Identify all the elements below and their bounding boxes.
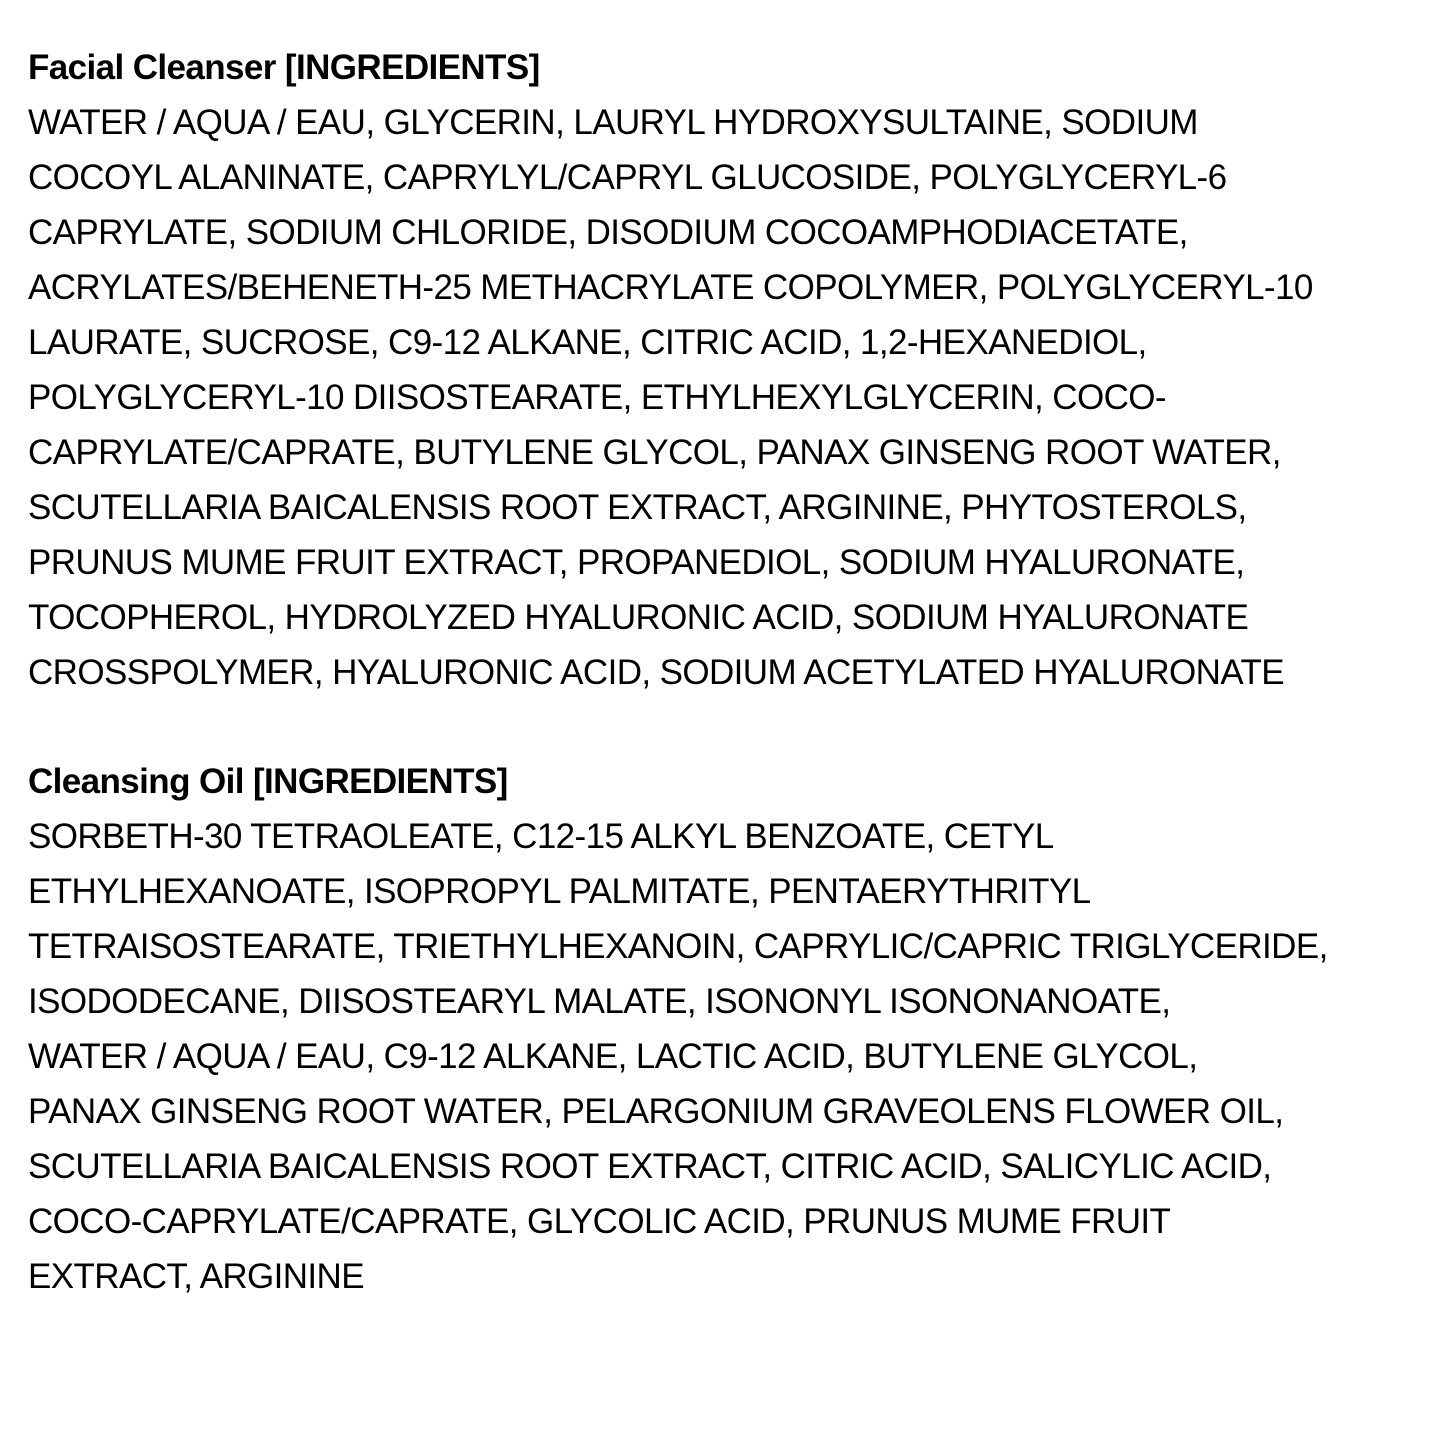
ingredient-line: CROSSPOLYMER, HYALURONIC ACID, SODIUM ACETYLATED HYALURONATE [28,653,1284,692]
ingredient-line: ETHYLHEXANOATE, ISOPROPYL PALMITATE, PENTAERYTHRITYL [28,872,1091,911]
cleansing-oil-heading: Cleansing Oil [INGREDIENTS] [28,762,508,801]
ingredient-line: COCO-CAPRYLATE/CAPRATE, GLYCOLIC ACID, PRUNUS MUME FRUIT [28,1202,1171,1241]
cleansing-oil-section [28,754,1428,1304]
ingredient-line: TETRAISOSTEARATE, TRIETHYLHEXANOIN, CAPRYLIC/CAPRIC TRIGLYCERIDE, [28,927,1328,966]
ingredient-line: ISODODECANE, DIISOSTEARYL MALATE, ISONONYL ISONONANOATE, [28,982,1171,1021]
ingredient-line: SORBETH-30 TETRAOLEATE, C12-15 ALKYL BENZOATE, CETYL [28,817,1054,856]
ingredient-line: LAURATE, SUCROSE, C9-12 ALKANE, CITRIC ACID, 1,2-HEXANEDIOL, [28,323,1147,362]
ingredient-line: SCUTELLARIA BAICALENSIS ROOT EXTRACT, CITRIC ACID, SALICYLIC ACID, [28,1147,1272,1186]
ingredient-line: TOCOPHEROL, HYDROLYZED HYALURONIC ACID, SODIUM HYALURONATE [28,598,1249,637]
ingredient-line: WATER / AQUA / EAU, GLYCERIN, LAURYL HYDROXYSULTAINE, SODIUM [28,103,1198,142]
ingredient-line: WATER / AQUA / EAU, C9-12 ALKANE, LACTIC ACID, BUTYLENE GLYCOL, [28,1037,1198,1076]
ingredient-line: CAPRYLATE, SODIUM CHLORIDE, DISODIUM COCOAMPHODIACETATE, [28,213,1188,252]
ingredient-line: ACRYLATES/BEHENETH-25 METHACRYLATE COPOLYMER, POLYGLYCERYL-10 [28,268,1313,307]
ingredient-line: SCUTELLARIA BAICALENSIS ROOT EXTRACT, ARGININE, PHYTOSTEROLS, [28,488,1247,527]
ingredient-line: COCOYL ALANINATE, CAPRYLYL/CAPRYL GLUCOSIDE, POLYGLYCERYL-6 [28,158,1227,197]
ingredient-line: EXTRACT, ARGININE [28,1257,364,1296]
ingredient-line: CAPRYLATE/CAPRATE, BUTYLENE GLYCOL, PANAX GINSENG ROOT WATER, [28,433,1281,472]
facial-cleanser-section [28,40,1428,700]
facial-cleanser-ingredients [28,95,1428,700]
ingredient-line: PRUNUS MUME FRUIT EXTRACT, PROPANEDIOL, SODIUM HYALURONATE, [28,543,1245,582]
facial-cleanser-heading: Facial Cleanser [INGREDIENTS] [28,48,540,87]
cleansing-oil-ingredients [28,809,1428,1304]
ingredient-line: PANAX GINSENG ROOT WATER, PELARGONIUM GRAVEOLENS FLOWER OIL, [28,1092,1284,1131]
ingredients-document [28,40,1428,1304]
ingredient-line: POLYGLYCERYL-10 DIISOSTEARATE, ETHYLHEXYLGLYCERIN, COCO- [28,378,1166,417]
